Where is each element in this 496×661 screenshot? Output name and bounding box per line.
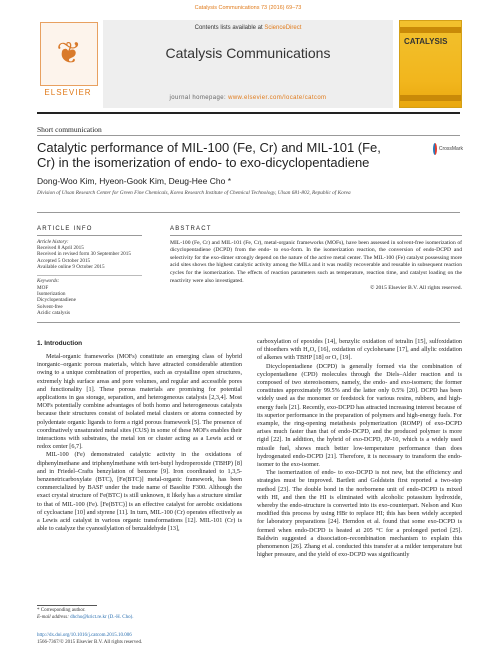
journal-cover-image <box>399 20 462 108</box>
cover-band <box>400 95 461 101</box>
article-type: Short communication <box>37 125 102 134</box>
cover-title: CATALYSIS <box>404 37 448 46</box>
email-line <box>37 615 134 622</box>
crossmark-label: CrossMark <box>438 146 463 152</box>
doi-link[interactable]: http://dx.doi.org/10.1016/j.catcom.2015.10.006 <box>37 633 132 638</box>
email-link[interactable]: dhcho@krict.re.kr (D.-H. Cho). <box>70 614 134 620</box>
divider <box>37 235 142 236</box>
cover-band <box>400 27 461 33</box>
paragraph: MIL-100 (Fe) demonstrated catalytic activity in the oxidations of diphenylmethane and triphenylmethane with tert-butyl hydroperoxide (TBHP) [8] and in Friedel–Crafts benzylation of benzene [9]. Iron coordinated to 1,3,5-benzenetricarboxylate (BTC), [Fe(BTC)] metal-organic framework, has been commercialized by BASF under the trade name of Basolite F300. Although the exact crystal structure of Fe(BTC) is still unknown, it likely has a structure similar to that of MIL-100 (Fe). [Fe(BTC)] is an effective catalyst for aerobic oxidations of cycloactane [10] and styrene [11]. In turn, MIL-100 (Cr) operates effectively as a Lewis acid catalyst in various organic transformations [12]. MIL-101 (Cr) is able to catalyze the cyanosilylation of benzaldehyde [13], <box>37 451 242 533</box>
history-item: Received 8 April 2015 <box>37 245 84 251</box>
paragraph: Metal-organic frameworks (MOFs) constitute an emerging class of hybrid inorganic–organic porous materials, which have attracted considerable attention owing to a unique combination of properties, such as crystalline open structures, extremely high surface areas and pore volumes, and regular and accessible pores and functionality [1]. These porous materials are promising for potential applications in gas storage, separation, and heterogeneous catalysis [2,3,4]. Most MOFs potentially combine advantages of both homo and heterogeneous catalysts because their structures consist of isolated metal clusters or atoms connected by polydentate organic ligands to form a rigid porous framework [5]. The presence of coordinatively unsaturated metal sites (CUS) in some of these MOFs enables their interactions with substrates, the metal ion or cluster acting as a Lewis acid or redox center [6,7]. <box>37 353 242 451</box>
divider <box>37 212 460 213</box>
keyword: Acidic catalysis <box>37 310 70 317</box>
keyword: Isomerization <box>37 291 66 298</box>
elsevier-tree-icon: ❦ <box>40 22 98 86</box>
corresponding-note: * Corresponding author. <box>37 608 86 613</box>
doi-block <box>37 633 142 646</box>
divider <box>170 235 462 236</box>
contents-line <box>103 25 393 31</box>
publisher-logo <box>37 22 99 112</box>
footnote-divider <box>37 605 97 606</box>
author-list: Dong-Woo Kim, Hyeon-Gook Kim, Deug-Hee Cho * <box>37 176 232 186</box>
abstract-text: MIL-100 (Fe, Cr) and MIL-101 (Fe, Cr), metal-organic frameworks (MOFs), have been assessed in solvent-free isomerization of dicyclopentadiene (DCPD) from the endo- to exo-form. In the isomerization reaction, the conversion of endo-DCPD and selectivity for the exo-dimer strongly depend on the nature of the active metal center. The MIL-100 (Fe) catalyst possessing more acid sites shows the highest catalytic activity among the MILs and it was readily recoverable and reusable in subsequent reaction cycles for the isomerization. The effects of reaction parameters such as temperature, reaction time, and catalyst loading on the reactivity were also investigated. <box>170 239 462 284</box>
history-item: Accepted 5 October 2015 <box>37 257 91 264</box>
abstract-heading: ABSTRACT <box>170 226 212 232</box>
crossmark-icon <box>433 143 437 155</box>
body-column-left <box>37 353 242 533</box>
keyword: Dicyclopentadiene <box>37 297 76 304</box>
email-label: E-mail address: <box>37 614 71 620</box>
divider <box>37 135 460 136</box>
journal-reference: Catalysis Communications 73 (2016) 69–73 <box>194 5 302 11</box>
section-heading: 1. Introduction <box>37 340 83 347</box>
paragraph: Dicyclopentadiene (DCPD) is generally formed via the combination of cyclopentadiene (CPD) molecules through the Diels–Alder reaction and is composed of two stereoisomers, namely, the endo- and exo-isomers; the former constitutes approximately 99.5% and the latter only 0.5% [20]. DCPD has been widely used as the monomer or feedstock for various resins, rubbers, and high-energy fuels [21]. Recently, exo-DCPD has attracted increasing interest because of its superior performance in the preparation of polymers and high-energy fuels. For example, the ring-opening metathesis polymerization (ROMP) of exo-DCPD arises much faster than that of endo-DCPD, and the produced polymer is more rigid [22]. In addition, the hybrid of exo-DCPD, JP-10, which is a widely used missile fuel, shows much better low-temperature performance than does hydrogenated endo-DCPD [21]. Therefore, it is necessary to transform the endo-isomer to the exo-isomer. <box>257 362 462 469</box>
keyword: Solvent-free <box>37 303 63 310</box>
history-item: Available online 9 October 2015 <box>37 264 105 271</box>
article-title: Catalytic performance of MIL-100 (Fe, Cr) and MIL-101 (Fe, Cr) in the isomerization of endo- to exo-dicyclopentadiene <box>37 140 381 170</box>
homepage-link[interactable]: www.elsevier.com/locate/catcom <box>228 95 327 101</box>
rights-line: 1566-7367/© 2015 Elsevier B.V. All rights reserved. <box>37 639 143 645</box>
paragraph: carboxylation of epoxides [14], benzylic oxidation of tetralin [15], sulfoxidation of thioethers with H₂O₂ [16], oxidation of cyclohexane [17], and allylic oxidation of alkenes with TBHP [18] or O₂ [19]. <box>257 338 462 362</box>
publisher-name: ELSEVIER <box>44 88 92 97</box>
journal-homepage <box>103 95 393 101</box>
article-info-heading: ARTICLE INFO <box>37 226 93 232</box>
history-item: Received in revised form 30 September 2015 <box>37 251 131 258</box>
footnote <box>37 608 134 621</box>
history-label: Article history: <box>37 238 69 245</box>
divider <box>37 275 142 276</box>
keyword: MOF <box>37 284 49 291</box>
crossmark-button[interactable] <box>433 137 463 161</box>
affiliation: Division of Ulsan Research Center for Green Fine Chemicals, Korea Research Institute of Chemical Technology, Ulsan 681-802, Republic of Korea <box>37 190 351 196</box>
contents-prefix: Contents lists available at <box>194 25 265 31</box>
homepage-prefix: journal homepage: <box>169 95 229 101</box>
header-divider <box>37 112 460 114</box>
divider <box>37 322 460 323</box>
abstract <box>170 226 462 291</box>
article-info <box>37 226 142 317</box>
abstract-copyright: © 2015 Elsevier B.V. All rights reserved. <box>370 285 462 292</box>
sciencedirect-link[interactable]: ScienceDirect <box>264 25 302 31</box>
body-column-right <box>257 338 462 559</box>
journal-title: Catalysis Communications <box>165 45 331 61</box>
keywords-label: Keywords: <box>37 278 60 285</box>
paragraph: The isomerization of endo- to exo-DCPD is not new, but the efficiency and strategies must be improved. Bartlett and Goldstein first reported a two-step method [23]. The double bond in the norbornene unit of endo-DCPD is mixed with HI, and then the HI is eliminated with alcoholic potassium hydroxide, whereby the endo-structure is converted into its exo-counterpart. Nelson and Kuo modified this process by using HBr to replace HI; this has been widely accepted for laboratory preparations [24]. Herndon et al. found that some exo-DCPD is formed when endo-DCPD is heated at 205 °C for a prolonged period [25]. Baldwin suggested a dissociation–recombination mechanism to explain this phenomenon [26]. Zhang et al. conducted this transfer at a milder temperature but higher pressure, and the yield of exo-DCPD was significantly <box>257 469 462 559</box>
